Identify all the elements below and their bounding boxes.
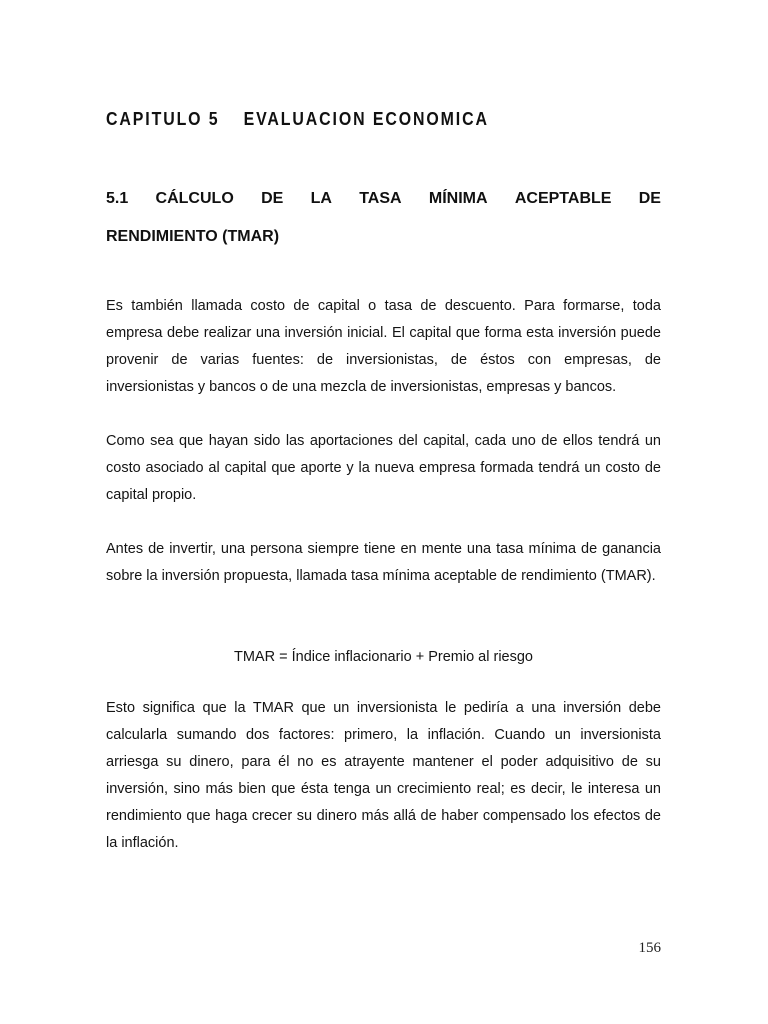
section-word: MÍNIMA xyxy=(428,190,488,207)
chapter-title: EVALUACION ECONOMICA xyxy=(243,108,489,129)
chapter-heading xyxy=(106,108,489,130)
paragraph-1: Es también llamada costo de capital o tasa de descuento. Para formarse, toda empresa debe realizar una inversión inicial. El capital que forma esta inversión puede provenir de varias fuentes: de inversionistas, de éstos con empresas, de inversionistas y bancos o de una mezcla de inversionistas, empresas y bancos. xyxy=(106,298,661,395)
formula: TMAR = Índice inflacionario + Premio al riesgo xyxy=(234,649,533,665)
chapter-label: CAPITULO 5 xyxy=(106,108,220,129)
section-word: 5.1 xyxy=(106,190,129,207)
paragraph-3: Antes de invertir, una persona siempre tiene en mente una tasa mínima de ganancia sobre la inversión propuesta, llamada tasa mínima aceptable de rendimiento (TMAR). xyxy=(106,541,661,584)
page-number: 156 xyxy=(638,940,661,956)
section-word: ACEPTABLE xyxy=(514,190,612,207)
section-heading-line-1 xyxy=(106,189,661,209)
paragraph-4: Esto significa que la TMAR que un inversionista le pediría a una inversión debe calcularla sumando dos factores: primero, la inflación. Cuando un inversionista arriesga su dinero, para él no es atrayente mantener el poder adquisitivo de su inversión, sino más bien que ésta tenga un crecimiento real; es decir, le interesa un rendimiento que haga crecer su dinero más allá de haber compensado los efectos de la inflación. xyxy=(106,700,661,851)
section-word: DE xyxy=(638,190,661,207)
section-heading xyxy=(106,189,661,247)
section-word: DE xyxy=(261,190,284,207)
section-word: CÁLCULO xyxy=(155,190,234,207)
section-word: LA xyxy=(310,190,332,207)
section-heading-line-2: RENDIMIENTO (TMAR) xyxy=(106,228,280,245)
section-word: TASA xyxy=(359,190,402,207)
paragraph-2: Como sea que hayan sido las aportaciones del capital, cada uno de ellos tendrá un costo asociado al capital que aporte y la nueva empresa formada tendrá un costo de capital propio. xyxy=(106,433,661,503)
